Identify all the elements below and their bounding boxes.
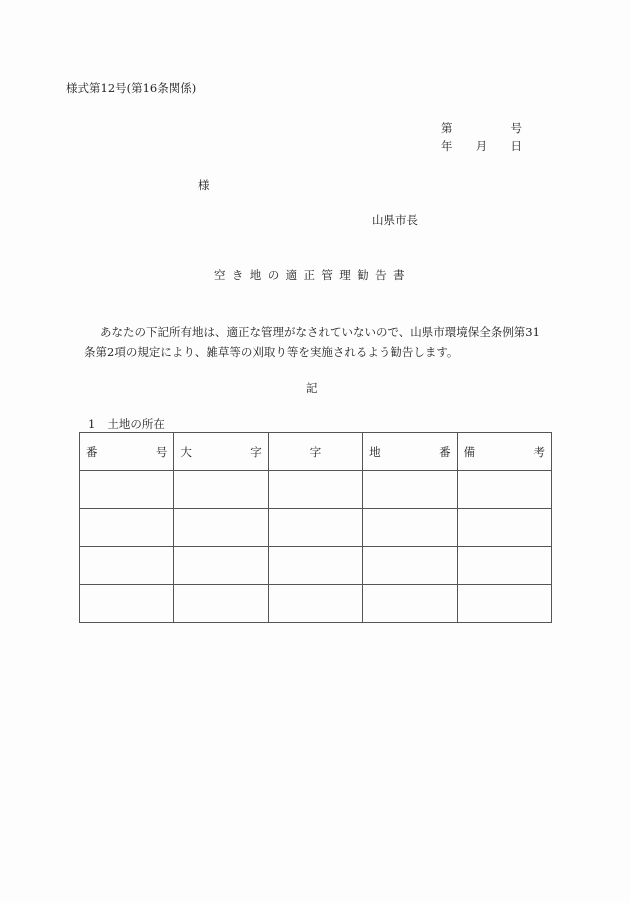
table-row — [80, 547, 552, 585]
date-day: 日 — [510, 139, 522, 153]
header-text: 番 — [439, 444, 451, 459]
date-month: 月 — [475, 139, 488, 153]
ki-heading: 記 — [306, 381, 318, 395]
addressee-suffix: 様 — [198, 178, 210, 192]
table-cell[interactable] — [457, 509, 551, 547]
body-line-2: 条第2項の規定により、雑草等の刈取り等を実施されるよう勧告します。 — [84, 345, 459, 359]
document-number-line — [441, 120, 522, 136]
section-number: 1 — [88, 417, 96, 431]
land-location-table — [79, 432, 552, 623]
header-text: 備 — [463, 444, 476, 459]
body-text — [84, 322, 558, 362]
table-cell[interactable] — [80, 585, 174, 623]
table-cell[interactable] — [363, 471, 457, 509]
header-text: 考 — [533, 444, 545, 459]
table-cell[interactable] — [80, 509, 174, 547]
table-cell[interactable] — [268, 547, 362, 585]
header-cell-oaza — [174, 433, 268, 471]
sender: 山県市長 — [372, 213, 418, 227]
header-text: 大 — [180, 444, 192, 459]
table-cell[interactable] — [268, 585, 362, 623]
number-prefix: 第 — [441, 121, 453, 135]
table-cell[interactable] — [457, 547, 551, 585]
section-heading — [88, 416, 165, 432]
table-cell[interactable] — [457, 585, 551, 623]
header-cell-aza — [268, 433, 362, 471]
header-text: 番 — [86, 444, 98, 459]
table-cell[interactable] — [80, 471, 174, 509]
table-cell[interactable] — [174, 547, 268, 585]
table-cell[interactable] — [174, 585, 268, 623]
table-row — [80, 471, 552, 509]
date-line — [441, 138, 522, 154]
table-row — [80, 509, 552, 547]
table-cell[interactable] — [174, 509, 268, 547]
table-cell[interactable] — [268, 509, 362, 547]
header-cell-chiban — [363, 433, 457, 471]
header-text: 号 — [155, 444, 168, 459]
date-year: 年 — [441, 139, 453, 153]
section-label: 土地の所在 — [107, 417, 165, 431]
table-cell[interactable] — [174, 471, 268, 509]
table-row — [80, 585, 552, 623]
header-cell-remarks — [457, 433, 551, 471]
table-cell[interactable] — [363, 547, 457, 585]
number-suffix: 号 — [510, 121, 522, 135]
header-text: 地 — [369, 444, 381, 459]
header-cell-number — [80, 433, 174, 471]
table-header-row — [80, 433, 552, 471]
table-cell[interactable] — [363, 509, 457, 547]
header-text: 字 — [309, 444, 322, 459]
table-cell[interactable] — [268, 471, 362, 509]
form-id: 様式第12号(第16条関係) — [66, 81, 197, 95]
table-cell[interactable] — [457, 471, 551, 509]
table-cell[interactable] — [363, 585, 457, 623]
table-cell[interactable] — [80, 547, 174, 585]
body-line-1: あなたの下記所有地は、適正な管理がなされていないので、山県市環境保全条例第31 — [100, 325, 540, 339]
document-title: 空き地の適正管理勧告書 — [214, 268, 411, 282]
header-text: 字 — [250, 444, 262, 459]
